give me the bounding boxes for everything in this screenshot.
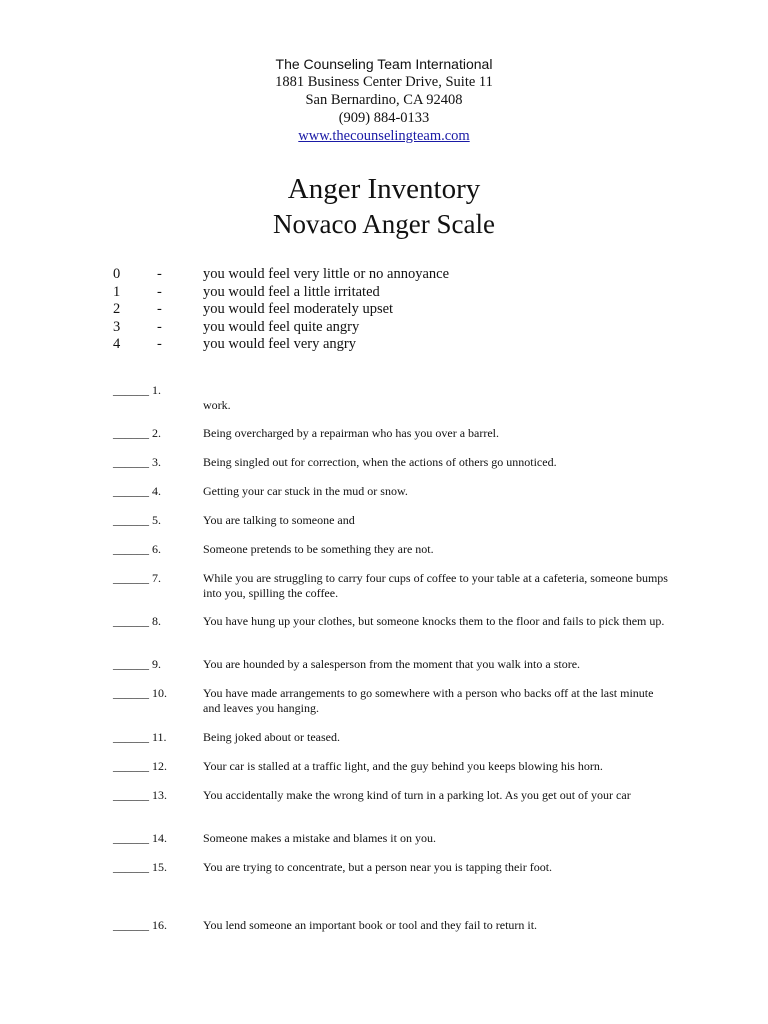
scale-description: you would feel very little or no annoyance xyxy=(203,266,450,282)
page-subtitle: Novaco Anger Scale xyxy=(273,209,495,239)
scale-description: you would feel quite angry xyxy=(203,318,360,335)
scale-dash: - xyxy=(157,283,162,300)
item-text: Getting your car stuck in the mud or snow. xyxy=(203,484,408,498)
answer-blank[interactable]: ______ 15. xyxy=(113,860,167,874)
item-text: While you are struggling to carry four cups of coffee to your table at a cafeteria, someone bumps into you, spilling the coffee. xyxy=(203,571,668,600)
scale-description: you would feel very angry xyxy=(203,336,357,352)
scale-row xyxy=(0,284,768,302)
scale-dash: - xyxy=(157,318,162,335)
answer-blank[interactable]: ______ 3. xyxy=(113,455,161,469)
scale-dash: - xyxy=(157,266,162,282)
scale-dash: - xyxy=(157,301,162,317)
letterhead xyxy=(0,56,768,145)
address-line-1: 1881 Business Center Drive, Suite 11 xyxy=(275,74,493,90)
phone-number: (909) 884-0133 xyxy=(338,110,430,126)
page-title: Anger Inventory xyxy=(287,173,481,205)
website-link[interactable]: www.thecounselingteam.com xyxy=(298,128,470,144)
item-text: Being singled out for correction, when the actions of others go unnoticed. xyxy=(203,455,557,469)
item-text-continued: work. xyxy=(203,397,231,412)
item-text: Someone pretends to be something they are not. xyxy=(203,542,434,556)
scale-row xyxy=(0,319,768,337)
scale-number: 4 xyxy=(113,336,121,352)
rating-scale xyxy=(0,266,768,354)
item-text: You lend someone an important book or tool and they fail to return it. xyxy=(203,918,538,932)
item-text: You have made arrangements to go somewhere with a person who backs off at the last minute and leaves you hanging. xyxy=(203,686,654,715)
scale-number: 3 xyxy=(113,318,121,335)
answer-blank[interactable]: ______ 6. xyxy=(113,542,161,556)
item-text: Being overcharged by a repairman who has you over a barrel. xyxy=(203,426,499,440)
scale-number: 2 xyxy=(113,301,121,317)
item-text: You accidentally make the wrong kind of turn in a parking lot. As you get out of your car xyxy=(203,788,631,802)
item-text: Someone makes a mistake and blames it on you. xyxy=(203,831,436,845)
org-name: The Counseling Team International xyxy=(275,56,493,72)
answer-blank[interactable]: ______ 7. xyxy=(113,571,161,585)
item-text: Your car is stalled at a traffic light, and the guy behind you keeps blowing his horn. xyxy=(203,759,603,773)
answer-blank[interactable]: ______ 8. xyxy=(113,614,161,628)
answer-blank[interactable]: ______ 13. xyxy=(113,788,167,802)
scale-dash: - xyxy=(157,336,162,352)
scale-description: you would feel moderately upset xyxy=(203,301,394,317)
item-text: Being joked about or teased. xyxy=(203,730,340,744)
item-text: You are hounded by a salesperson from the moment that you walk into a store. xyxy=(203,657,581,671)
scale-row xyxy=(0,266,768,284)
answer-blank[interactable]: ______ 9. xyxy=(113,657,161,671)
answer-blank[interactable]: ______ 11. xyxy=(113,730,167,744)
answer-blank[interactable]: ______ 10. xyxy=(113,686,167,700)
answer-blank[interactable]: ______ 14. xyxy=(113,831,167,845)
item-text: You are talking to someone and xyxy=(203,513,355,527)
answer-blank[interactable]: ______ 1. xyxy=(113,383,161,397)
scale-description: you would feel a little irritated xyxy=(203,283,380,300)
answer-blank[interactable]: ______ 4. xyxy=(113,484,161,498)
item-text: You are trying to concentrate, but a person near you is tapping their foot. xyxy=(203,860,553,874)
item-text: You have hung up your clothes, but someone knocks them to the floor and fails to pick them up. xyxy=(203,614,665,628)
scale-number: 0 xyxy=(113,266,121,282)
scale-row xyxy=(0,336,768,354)
answer-blank[interactable]: ______ 16. xyxy=(113,918,167,932)
address-line-2: San Bernardino, CA 92408 xyxy=(305,92,463,108)
answer-blank[interactable]: ______ 5. xyxy=(113,513,161,527)
scale-row xyxy=(0,301,768,319)
scale-number: 1 xyxy=(113,283,121,300)
answer-blank[interactable]: ______ 12. xyxy=(113,759,167,773)
answer-blank[interactable]: ______ 2. xyxy=(113,426,161,440)
